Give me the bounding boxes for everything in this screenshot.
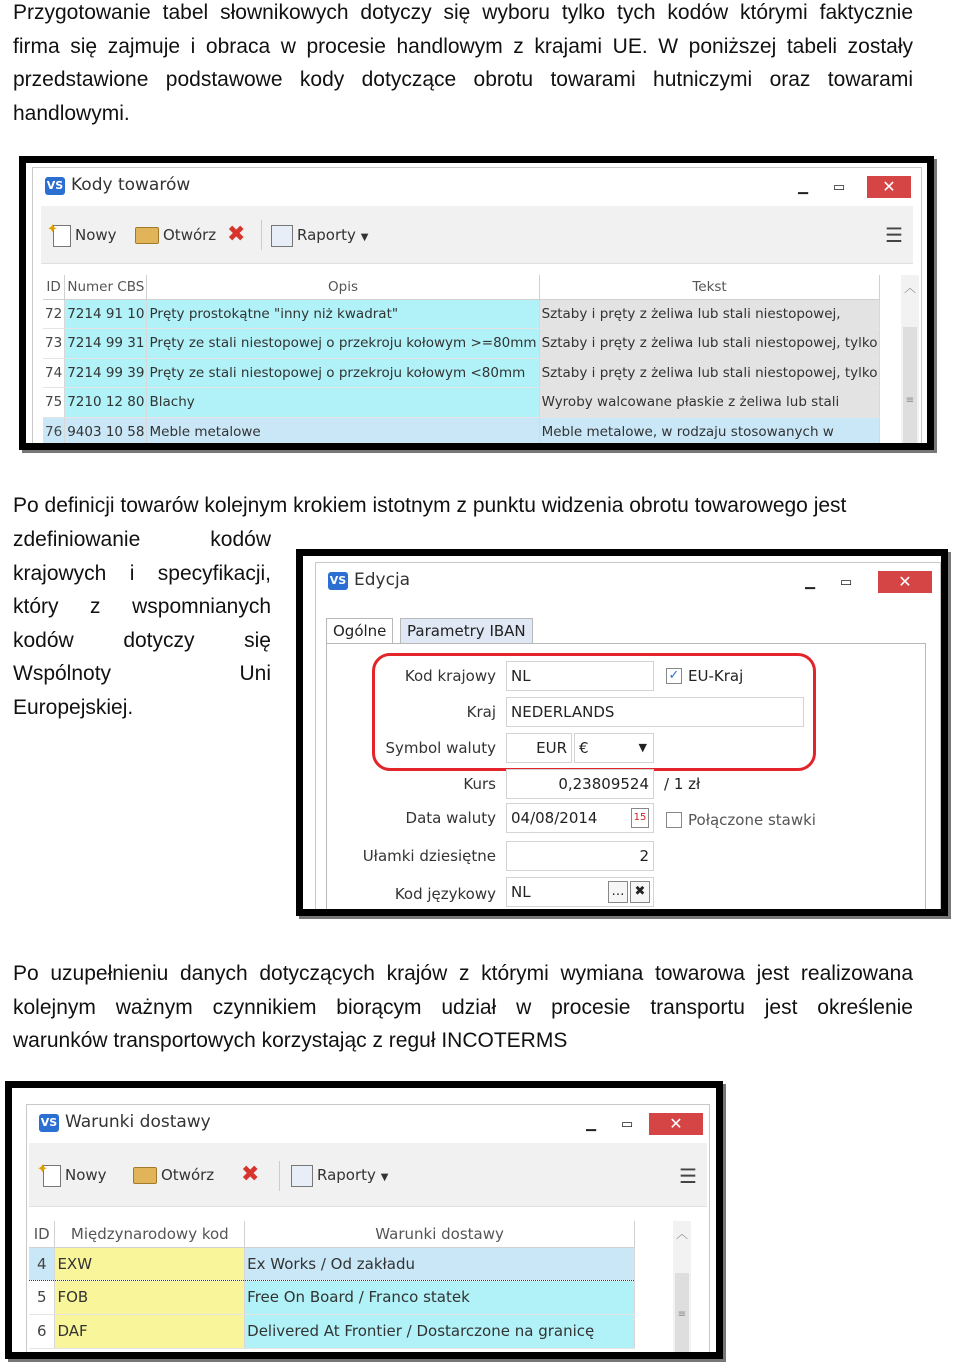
column-header[interactable]: Warunki dostawy bbox=[245, 1221, 635, 1247]
data-waluty-value: 04/08/2014 bbox=[511, 809, 598, 827]
kurs-label: Kurs bbox=[463, 775, 496, 793]
goods-codes-table bbox=[43, 275, 880, 447]
reports-label: Raporty bbox=[317, 1166, 376, 1184]
open-button[interactable] bbox=[135, 222, 216, 248]
waluta-symbol: € bbox=[579, 739, 589, 757]
delivery-terms-table bbox=[29, 1221, 635, 1349]
column-header[interactable]: Tekst bbox=[539, 275, 880, 299]
maximize-button[interactable]: ▭ bbox=[832, 180, 846, 195]
title-bar bbox=[27, 1105, 709, 1143]
third-paragraph bbox=[13, 957, 913, 1058]
cell-cbs: 7214 99 39 bbox=[65, 358, 147, 388]
text-line: Wspólnoty Uni bbox=[13, 662, 271, 685]
table-row[interactable] bbox=[43, 299, 880, 329]
text-line: Przygotowanie tabel słownikowych dotyczy się wyboru tylko tych kodów którymi faktycznie bbox=[13, 1, 913, 24]
close-button[interactable]: ✕ bbox=[878, 571, 932, 593]
cell-id: 72 bbox=[43, 299, 65, 329]
scroll-up-icon[interactable]: ︿ bbox=[675, 1227, 688, 1241]
cell-tekst: Sztaby i pręty z żeliwa lub stali niestopowej, tylko bbox=[539, 329, 880, 359]
ulamki-field[interactable]: 2 bbox=[506, 841, 654, 871]
cell-kod: EXW bbox=[55, 1247, 245, 1280]
cell-opis: Pręty ze stali niestopowej o przekroju kołowym >=80mm bbox=[147, 329, 539, 359]
cell-tekst: Sztaby i pręty z żeliwa lub stali niestopowej, tylko bbox=[539, 358, 880, 388]
folder-icon bbox=[135, 227, 159, 244]
cell-id: 4 bbox=[29, 1247, 55, 1280]
cell-id: 5 bbox=[29, 1280, 55, 1314]
text-line: Po uzupełnieniu danych dotyczących krajów z którymi wymiana towarowa jest realizowana bbox=[13, 962, 913, 985]
cell-opis: Blachy bbox=[147, 388, 539, 418]
kurs-field[interactable]: 0,23809524 bbox=[506, 769, 654, 799]
screenshot-edycja bbox=[296, 549, 948, 916]
window-edycja bbox=[315, 562, 941, 916]
scroll-grip-icon: ≡ bbox=[677, 1309, 687, 1320]
table-header bbox=[29, 1221, 635, 1247]
delete-button[interactable] bbox=[227, 222, 245, 248]
tab-parametry-iban[interactable]: Parametry IBAN bbox=[400, 618, 533, 644]
second-paragraph-side-text bbox=[13, 523, 271, 724]
text-line: który z wspomnianych bbox=[13, 595, 271, 618]
scroll-thumb[interactable] bbox=[903, 327, 917, 447]
table-row[interactable] bbox=[43, 358, 880, 388]
browse-button[interactable]: … bbox=[608, 881, 628, 903]
symbol-waluty-label: Symbol waluty bbox=[385, 739, 496, 757]
cell-cbs: 7214 91 10 bbox=[65, 299, 147, 329]
screenshot-warunki-dostawy bbox=[5, 1081, 723, 1359]
waluta-dropdown[interactable] bbox=[574, 733, 654, 763]
toolbar bbox=[29, 1143, 707, 1207]
new-label: Nowy bbox=[65, 1166, 107, 1184]
text-line: kodów dotyczy się bbox=[13, 628, 271, 652]
cell-id: 6 bbox=[29, 1314, 55, 1348]
table-row[interactable] bbox=[29, 1314, 635, 1348]
title-bar bbox=[33, 168, 921, 206]
table-row[interactable] bbox=[43, 388, 880, 418]
chevron-down-icon: ▼ bbox=[360, 232, 369, 243]
chevron-down-icon: ▼ bbox=[380, 1172, 389, 1183]
window-warunki-dostawy bbox=[26, 1104, 710, 1359]
delete-icon: ✖ bbox=[241, 1162, 260, 1187]
tab-ogolne[interactable]: Ogólne bbox=[326, 618, 393, 644]
polaczone-stawki-label: Połączone stawki bbox=[688, 811, 816, 829]
cell-cbs: 7214 99 31 bbox=[65, 329, 147, 359]
cell-tekst: Meble metalowe, w rodzaju stosowanych w bbox=[539, 417, 880, 447]
kod-jezykowy-field[interactable]: NL bbox=[506, 877, 654, 907]
reports-icon bbox=[271, 225, 293, 247]
table-row-selected[interactable] bbox=[43, 417, 880, 447]
text-line: firma się zajmuje i obraca w procesie handlowym z krajami UE. W poniższej tabeli zostały bbox=[13, 34, 913, 58]
cell-cbs: 7210 12 80 bbox=[65, 388, 147, 418]
window-title: Kody towarów bbox=[71, 175, 191, 195]
maximize-button[interactable]: ▭ bbox=[620, 1117, 634, 1132]
kurs-unit: / 1 zł bbox=[664, 775, 701, 793]
reports-button[interactable] bbox=[271, 222, 368, 248]
reports-icon bbox=[291, 1165, 313, 1187]
column-header[interactable]: Opis bbox=[147, 275, 539, 299]
calendar-icon[interactable]: 15 bbox=[631, 808, 649, 828]
screenshot-kody-towarow bbox=[19, 156, 934, 450]
cell-opis: Meble metalowe bbox=[147, 417, 539, 447]
new-document-icon bbox=[43, 1165, 61, 1187]
reports-label: Raporty bbox=[297, 226, 356, 244]
cell-id: 74 bbox=[43, 358, 65, 388]
app-logo-icon: VS bbox=[45, 177, 65, 195]
minimize-button[interactable]: ▁ bbox=[805, 575, 815, 590]
eu-kraj-label: EU-Kraj bbox=[688, 667, 744, 685]
text-line: kolejnym ważnym czynnikiem biorącym udział w procesie transportu jest określenie bbox=[13, 995, 913, 1019]
cell-opis: Pręty ze stali niestopowej o przekroju kołowym <80mm bbox=[147, 358, 539, 388]
scroll-up-icon[interactable]: ︿ bbox=[903, 281, 916, 295]
toolbar-separator bbox=[279, 1161, 280, 1191]
close-button[interactable]: ✕ bbox=[867, 176, 911, 198]
cell-warunki: Delivered At Frontier / Dostarczone na granicę bbox=[245, 1314, 635, 1348]
column-header[interactable]: ID bbox=[29, 1221, 55, 1247]
polaczone-stawki-checkbox[interactable] bbox=[666, 812, 682, 828]
chevron-down-icon: ▼ bbox=[638, 741, 647, 754]
eu-kraj-checkbox[interactable]: ✓ bbox=[666, 668, 682, 684]
new-button[interactable] bbox=[53, 222, 117, 248]
minimize-button[interactable]: ▁ bbox=[586, 1117, 596, 1132]
window-kody-towarow bbox=[32, 167, 922, 450]
cell-id: 75 bbox=[43, 388, 65, 418]
text-line: warunków transportowych korzystając z reguł INCOTERMS bbox=[13, 1029, 568, 1052]
cell-tekst: Sztaby i pręty z żeliwa lub stali niestopowej, bbox=[539, 299, 880, 329]
folder-icon bbox=[133, 1167, 157, 1184]
menu-icon[interactable]: ☰ bbox=[679, 1164, 697, 1188]
maximize-button[interactable]: ▭ bbox=[839, 575, 853, 590]
delete-button[interactable] bbox=[241, 1162, 259, 1188]
cell-warunki: Ex Works / Od zakładu bbox=[245, 1247, 635, 1280]
text-line: przedstawione podstawowe kody dotyczące obrotu towarami hutniczymi oraz towarami bbox=[13, 68, 913, 91]
kod-krajowy-field[interactable]: NL bbox=[506, 661, 654, 691]
cell-id: 73 bbox=[43, 329, 65, 359]
title-bar bbox=[316, 563, 940, 601]
scroll-grip-icon: ≡ bbox=[905, 395, 915, 406]
table-header bbox=[43, 275, 880, 299]
cell-warunki: Free On Board / Franco statek bbox=[245, 1280, 635, 1314]
new-button[interactable] bbox=[43, 1162, 107, 1188]
text-line: Po definicji towarów kolejnym krokiem istotnym z punktu widzenia obrotu towarowego jest bbox=[13, 494, 847, 517]
menu-icon[interactable]: ☰ bbox=[885, 223, 903, 247]
table-row[interactable] bbox=[29, 1280, 635, 1314]
app-logo-icon: VS bbox=[39, 1114, 59, 1132]
second-paragraph-first-line bbox=[13, 489, 913, 523]
kraj-label: Kraj bbox=[466, 703, 496, 721]
new-label: Nowy bbox=[75, 226, 117, 244]
open-button[interactable] bbox=[133, 1162, 214, 1188]
app-logo-icon: VS bbox=[328, 572, 348, 590]
vertical-scrollbar[interactable] bbox=[673, 1221, 691, 1359]
column-header[interactable]: Międzynarodowy kod bbox=[55, 1221, 245, 1247]
waluta-field[interactable]: EUR bbox=[506, 733, 572, 763]
intro-paragraph bbox=[13, 0, 913, 130]
ulamki-label: Ułamki dziesiętne bbox=[362, 847, 496, 865]
cell-opis: Pręty prostokątne "inny niż kwadrat" bbox=[147, 299, 539, 329]
cell-kod: FOB bbox=[55, 1280, 245, 1314]
window-title: Warunki dostawy bbox=[65, 1112, 211, 1132]
clear-icon[interactable]: ✖ bbox=[630, 881, 650, 903]
close-button[interactable]: ✕ bbox=[649, 1113, 703, 1135]
kod-jezykowy-label: Kod językowy bbox=[394, 885, 496, 903]
cell-cbs: 9403 10 58 bbox=[65, 417, 147, 447]
toolbar-separator bbox=[261, 220, 262, 250]
window-title: Edycja bbox=[354, 570, 411, 590]
kod-krajowy-label: Kod krajowy bbox=[404, 667, 496, 685]
column-header[interactable]: ID bbox=[43, 275, 65, 299]
cell-kod: DAF bbox=[55, 1314, 245, 1348]
open-label: Otwórz bbox=[163, 226, 217, 244]
table-row[interactable] bbox=[43, 329, 880, 359]
column-header[interactable]: Numer CBS bbox=[65, 275, 147, 299]
text-line: krajowych i specyfikacji, bbox=[13, 561, 271, 585]
text-line: Europejskiej. bbox=[13, 695, 134, 719]
cell-id: 76 bbox=[43, 417, 65, 447]
new-document-icon bbox=[53, 225, 71, 247]
kraj-field[interactable]: NEDERLANDS bbox=[506, 697, 804, 727]
reports-button[interactable] bbox=[291, 1162, 388, 1188]
text-line: handlowymi. bbox=[13, 101, 130, 125]
data-waluty-label: Data waluty bbox=[405, 809, 496, 827]
table-row-selected[interactable] bbox=[29, 1247, 635, 1280]
vertical-scrollbar[interactable] bbox=[901, 275, 919, 450]
minimize-button[interactable]: ▁ bbox=[798, 180, 808, 195]
text-line: zdefiniowanie kodów bbox=[13, 528, 271, 551]
data-waluty-field[interactable] bbox=[506, 803, 654, 833]
open-label: Otwórz bbox=[161, 1166, 215, 1184]
cell-tekst: Wyroby walcowane płaskie z żeliwa lub stali bbox=[539, 388, 880, 418]
delete-icon: ✖ bbox=[227, 222, 246, 247]
toolbar bbox=[41, 206, 913, 264]
